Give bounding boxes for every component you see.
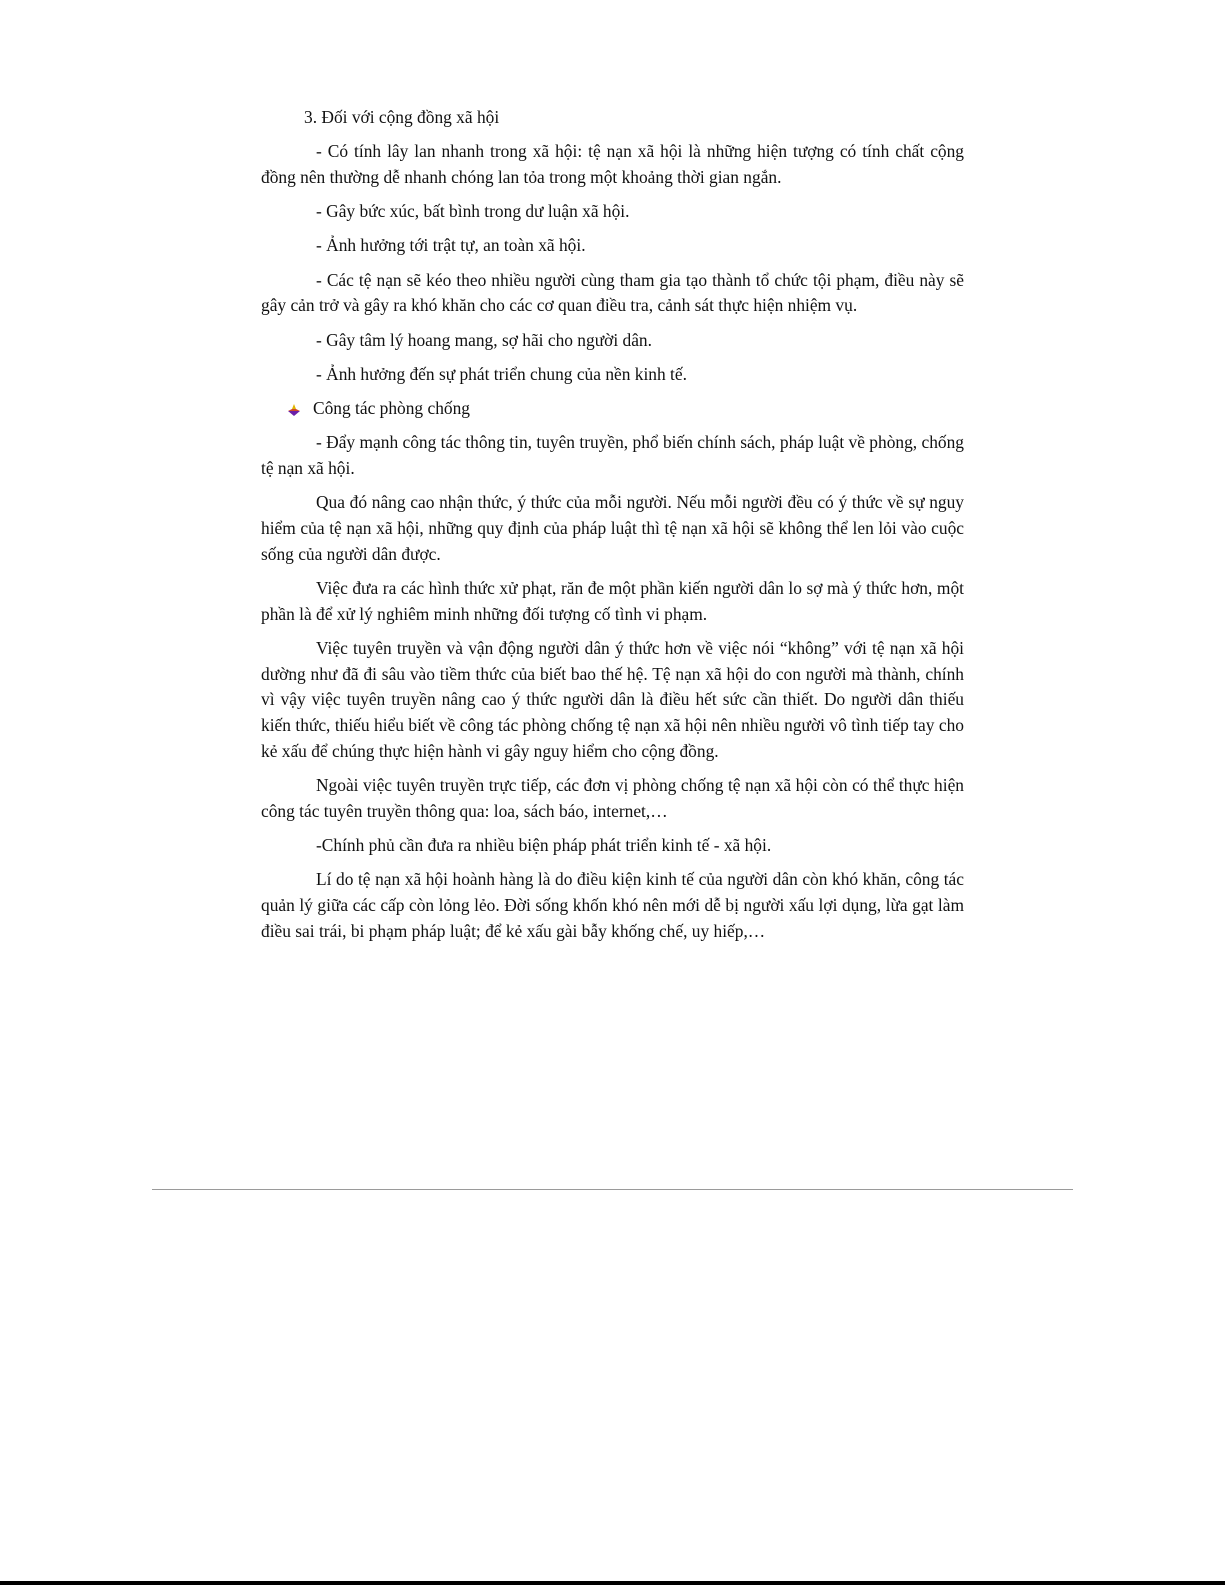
page-bottom-edge (0, 1581, 1225, 1585)
paragraph: Việc tuyên truyền và vận động người dân ý thức hơn về việc nói “không” với tệ nạn xã hội dường như đã đi sâu vào tiềm thức của biết bao thế hệ. Tệ nạn xã hội do con người mà thành, chính vì vậy việc tuyên truyền nâng cao ý thức người dân là điều hết sức cần thiết. Do người dân thiếu kiến thức, thiếu hiểu biết về công tác phòng chống tệ nạn xã hội nên nhiều người vô tình tiếp tay cho kẻ xấu để chúng thực hiện hành vi gây nguy hiểm cho cộng đồng. (261, 637, 964, 762)
paragraph: - Gây bức xúc, bất bình trong dư luận xã hội. (316, 201, 630, 222)
bullet-heading-text: Công tác phòng chống (313, 397, 470, 418)
document-body (261, 105, 964, 953)
bullet-heading (261, 396, 964, 422)
paragraph: - Đẩy mạnh công tác thông tin, tuyên truyền, phổ biến chính sách, pháp luật về phòng, chống tệ nạn xã hội. (261, 432, 964, 478)
section-heading: 3. Đối với cộng đồng xã hội (304, 107, 500, 127)
paragraph: Việc đưa ra các hình thức xử phạt, răn đe một phần kiến người dân lo sợ mà ý thức hơn, một phần là để xử lý nghiêm minh những đối tượng cố tình vi phạm. (261, 577, 964, 624)
paragraph: - Có tính lây lan nhanh trong xã hội: tệ nạn xã hội là những hiện tượng có tính chất cộng đồng nên thường dễ nhanh chóng lan tỏa trong một khoảng thời gian ngắn. (261, 141, 964, 187)
paragraph: Qua đó nâng cao nhận thức, ý thức của mỗi người. Nếu mỗi người đều có ý thức về sự nguy hiểm của tệ nạn xã hội, những quy định của pháp luật thì tệ nạn xã hội sẽ không thể len lỏi vào cuộc sống của người dân được. (261, 492, 964, 564)
paragraph: Ngoài việc tuyên truyền trực tiếp, các đơn vị phòng chống tệ nạn xã hội còn có thể thực hiện công tác tuyên truyền thông qua: loa, sách báo, internet,… (261, 775, 964, 822)
paragraph: - Các tệ nạn sẽ kéo theo nhiều người cùng tham gia tạo thành tổ chức tội phạm, điều này sẽ gây cản trở và gây ra khó khăn cho các cơ quan điều tra, cảnh sát thực hiện nhiệm vụ. (261, 269, 964, 316)
paragraph: - Ảnh hưởng tới trật tự, an toàn xã hội. (316, 235, 586, 256)
paragraph: - Ảnh hưởng đến sự phát triển chung của nền kinh tế. (316, 363, 687, 384)
paragraph: - Gây tâm lý hoang mang, sợ hãi cho người dân. (316, 329, 652, 350)
arrow-bullet-icon (287, 403, 301, 417)
footer-divider (152, 1189, 1073, 1190)
paragraph: Lí do tệ nạn xã hội hoành hàng là do điều kiện kinh tế của người dân còn khó khăn, công tác quản lý giữa các cấp còn lỏng lẻo. Đời sống khốn khó nên mới dễ bị người xấu lợi dụng, lừa gạt làm điều sai trái, bi phạm pháp luật; để kẻ xấu gài bẫy khống chế, uy hiếp,… (261, 869, 964, 941)
paragraph: -Chính phủ cần đưa ra nhiều biện pháp phát triển kinh tế - xã hội. (316, 835, 772, 856)
